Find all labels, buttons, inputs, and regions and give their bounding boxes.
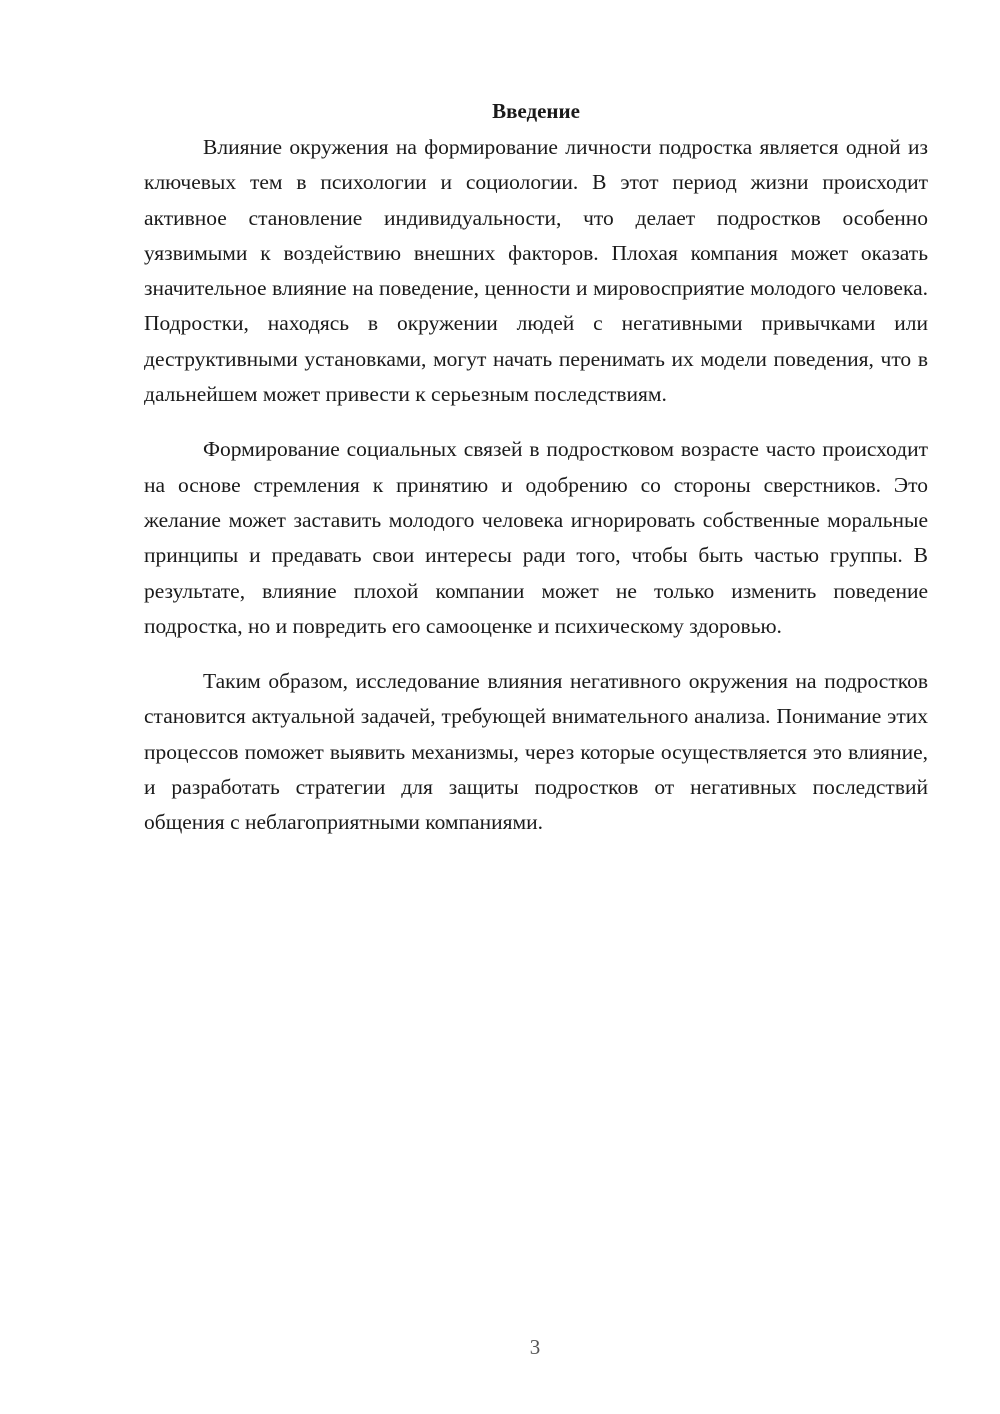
paragraph-3: Таким образом, исследование влияния негативного окружения на подростков становится актуальной задачей, требующей внимательного анализа. Понимание этих процессов поможет выявить механизмы, через которые осуществляется это влияние, и разработать стратегии для защиты подростков от негативных последствий общения с неблагоприятными компаниями.: [144, 669, 928, 835]
page-content: [144, 96, 928, 861]
page-number: 3: [529, 1335, 541, 1359]
paragraph-2: Формирование социальных связей в подростковом возрасте часто происходит на основе стремления к принятию и одобрению со стороны сверстников. Это желание может заставить молодого человека игнорировать собственные моральные принципы и предавать свои интересы ради того, чтобы быть частью группы. В результате, влияние плохой компании может не только изменить поведение подростка, но и повредить его самооценке и психическому здоровью.: [144, 437, 928, 638]
paragraph-1: Влияние окружения на формирование личности подростка является одной из ключевых тем в психологии и социологии. В этот период жизни происходит активное становление индивидуальности, что делает подростков особенно уязвимыми к воздействию внешних факторов. Плохая компания может оказать значительное влияние на поведение, ценности и мировосприятие молодого человека. Подростки, находясь в окружении людей с негативными привычками или деструктивными установками, могут начать перенимать их модели поведения, что в дальнейшем может привести к серьезным последствиям.: [144, 135, 928, 407]
section-heading: Введение: [492, 99, 580, 123]
